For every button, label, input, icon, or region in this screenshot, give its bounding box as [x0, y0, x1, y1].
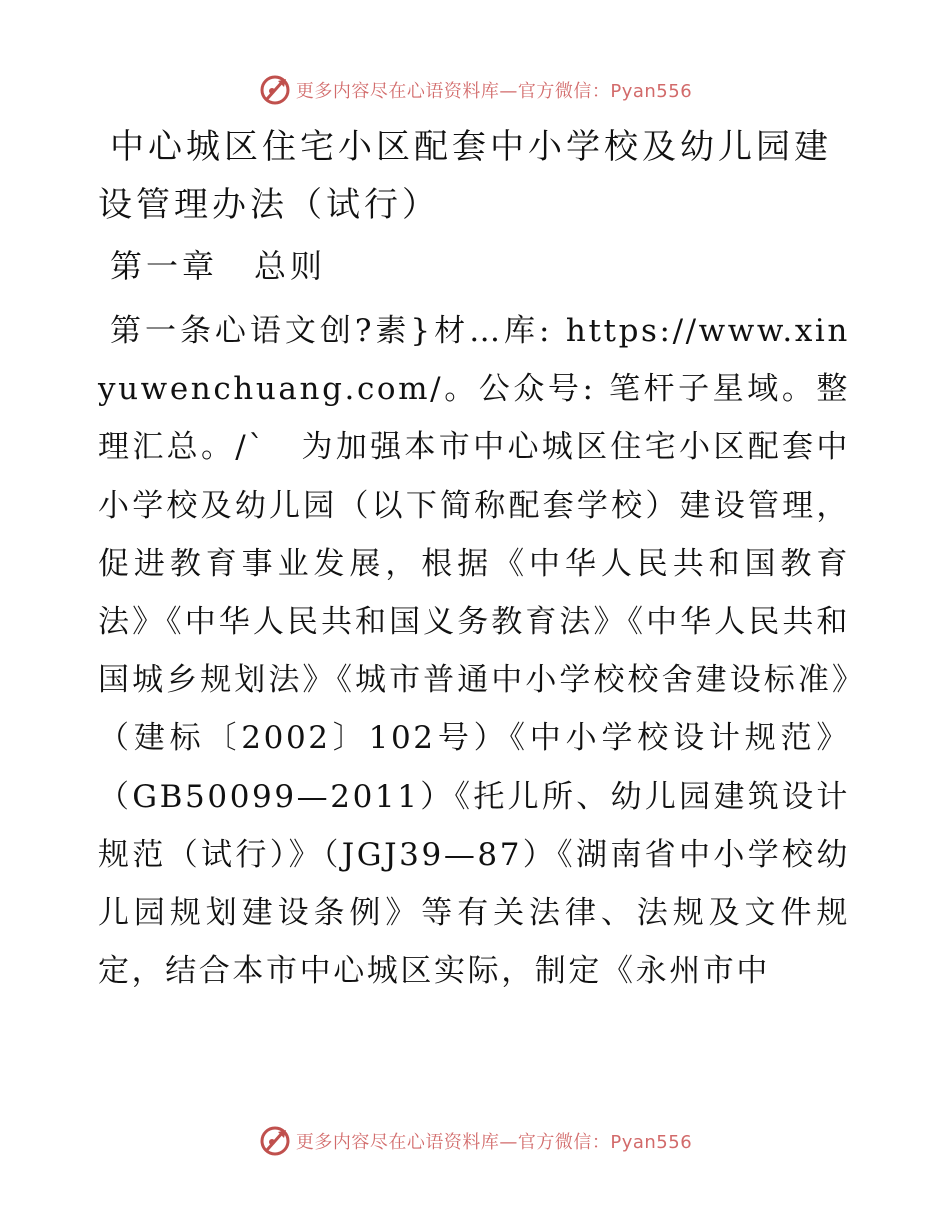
quill-seal-icon — [258, 1124, 292, 1158]
header-watermark-banner — [0, 70, 950, 110]
document-body — [98, 118, 850, 1000]
footer-watermark-banner — [0, 1121, 950, 1161]
quill-seal-icon — [258, 73, 292, 107]
article-paragraph: 第一条心语文创?素}材…库: https://www.xinyuwenchuang.com/。公众号: 笔杆子星域。整理汇总。/` 为加强本市中心城区住宅小区配套中小学校及幼儿园（以下简称配套学校）建设管理，促进教育事业发展，根据《中华人民共和国教育法》《中华人民共和国义务教育法》《中华人民共和国城乡规划法》《城市普通中小学校校舍建设标准》（建标〔2002〕102号）《中小学校设计规范》（GB50099—2011）《托儿所、幼儿园建筑设计规范（试行）》（JGJ39—87）《湖南省中小学校幼儿园规划建设条例》等有关法律、法规及文件规定，结合本市中心城区实际，制定《永州市中 — [98, 313, 850, 990]
chapter-heading: 第一章 总则 — [110, 247, 327, 285]
watermark-text: 更多内容尽在心语资料库—官方微信：Pyan556 — [295, 81, 693, 102]
watermark-text: 更多内容尽在心语资料库—官方微信：Pyan556 — [295, 1132, 693, 1153]
document-title: 中心城区住宅小区配套中小学校及幼儿园建设管理办法（试行） — [98, 127, 832, 225]
